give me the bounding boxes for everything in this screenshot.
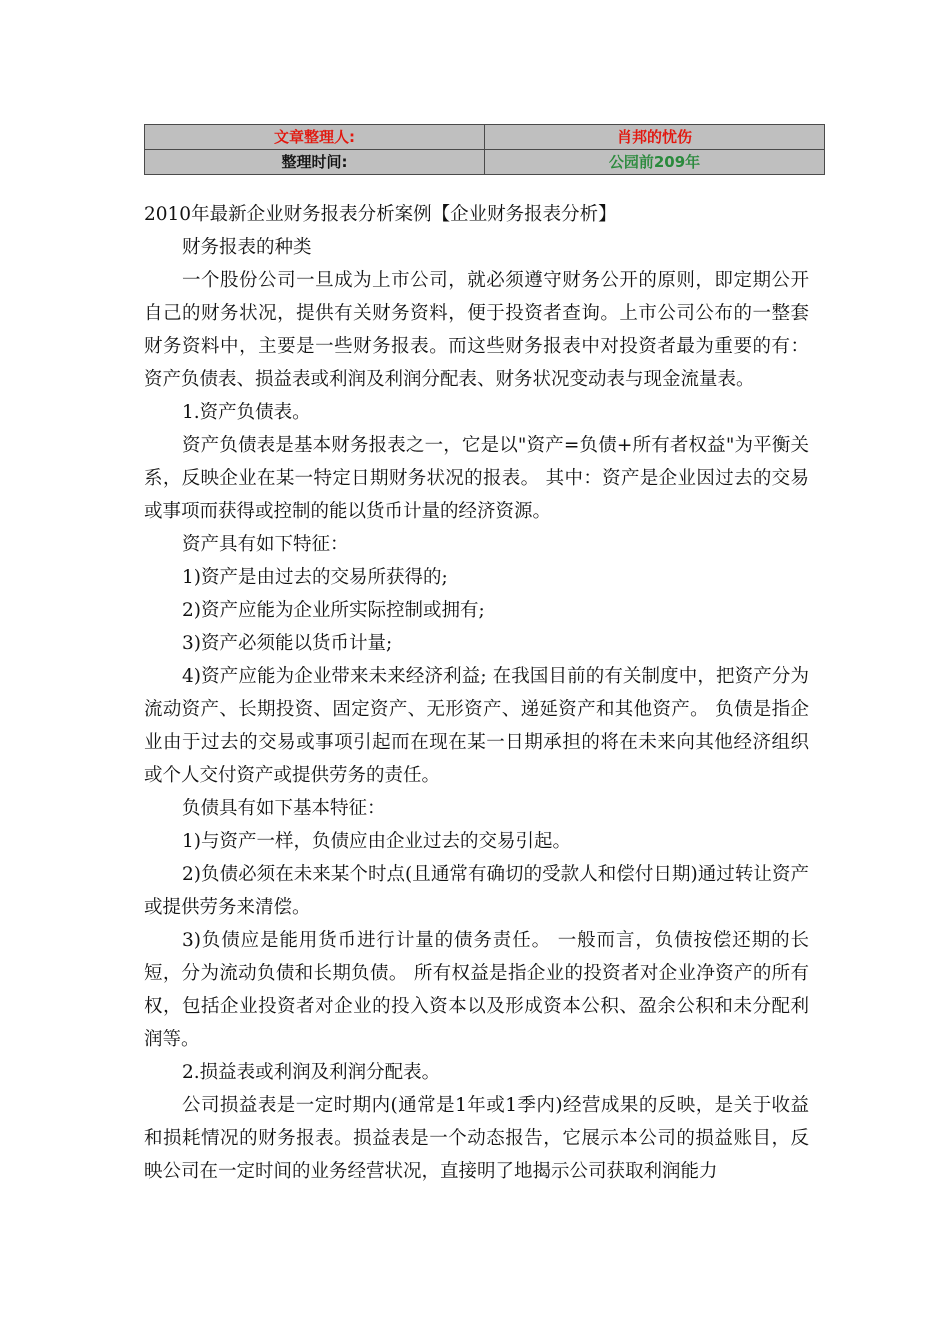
- meta-info-table: [144, 124, 825, 175]
- paragraph: 负债具有如下基本特征：: [182, 798, 386, 819]
- paragraph: 资产具有如下特征：: [182, 534, 349, 555]
- paragraph: 财务报表的种类: [182, 237, 312, 258]
- organizer-value: 肖邦的忧伤: [485, 125, 825, 150]
- paragraph: 2)资产应能为企业所实际控制或拥有;: [182, 600, 485, 621]
- article-body: [144, 198, 809, 1188]
- organizer-label: 文章整理人:: [145, 125, 485, 150]
- paragraph: 1)资产是由过去的交易所获得的;: [182, 567, 448, 588]
- paragraph: 3)负债应是能用货币进行计量的债务责任。 一般而言，负债按偿还期的长短，分为流动负债和长期负债。 所有权益是指企业的投资者对企业净资产的所有权，包括企业投资者对企业的投入资本以及形成资本公积、盈余公积和未分配利润等。: [144, 930, 809, 1050]
- paragraph: 2)负债必须在未来某个时点(且通常有确切的受款人和偿付日期)通过转让资产或提供劳务来清偿。: [144, 864, 809, 918]
- paragraph: 1)与资产一样，负债应由企业过去的交易引起。: [182, 831, 571, 852]
- meta-row-organizer: [145, 125, 825, 150]
- paragraph: 2.损益表或利润及利润分配表。: [182, 1062, 441, 1083]
- meta-row-time: [145, 150, 825, 175]
- time-value: 公园前209年: [485, 150, 825, 175]
- paragraph: 1.资产负债表。: [182, 402, 311, 423]
- paragraph: 资产负债表是基本财务报表之一，它是以"资产=负债+所有者权益"为平衡关系，反映企业在某一特定日期财务状况的报表。 其中：资产是企业因过去的交易或事项而获得或控制的能以货币计量的经济资源。: [144, 435, 809, 522]
- paragraph: 3)资产必须能以货币计量;: [182, 633, 393, 654]
- time-label: 整理时间:: [145, 150, 485, 175]
- paragraph: 一个股份公司一旦成为上市公司，就必须遵守财务公开的原则，即定期公开自己的财务状况，提供有关财务资料，便于投资者查询。上市公司公布的一整套财务资料中，主要是一些财务报表。而这些财务报表中对投资者最为重要的有：资产负债表、损益表或利润及利润分配表、财务状况变动表与现金流量表。: [144, 270, 809, 390]
- paragraph: 公司损益表是一定时期内(通常是1年或1季内)经营成果的反映，是关于收益和损耗情况的财务报表。损益表是一个动态报告，它展示本公司的损益账目，反映公司在一定时间的业务经营状况，直接明了地揭示公司获取利润能力: [144, 1095, 809, 1182]
- article-title: 2010年最新企业财务报表分析案例【企业财务报表分析】: [144, 204, 617, 225]
- paragraph: 4)资产应能为企业带来未来经济利益; 在我国目前的有关制度中，把资产分为流动资产、长期投资、固定资产、无形资产、递延资产和其他资产。 负债是指企业由于过去的交易或事项引起而在现在某一日期承担的将在未来向其他经济组织或个人交付资产或提供劳务的责任。: [144, 666, 809, 786]
